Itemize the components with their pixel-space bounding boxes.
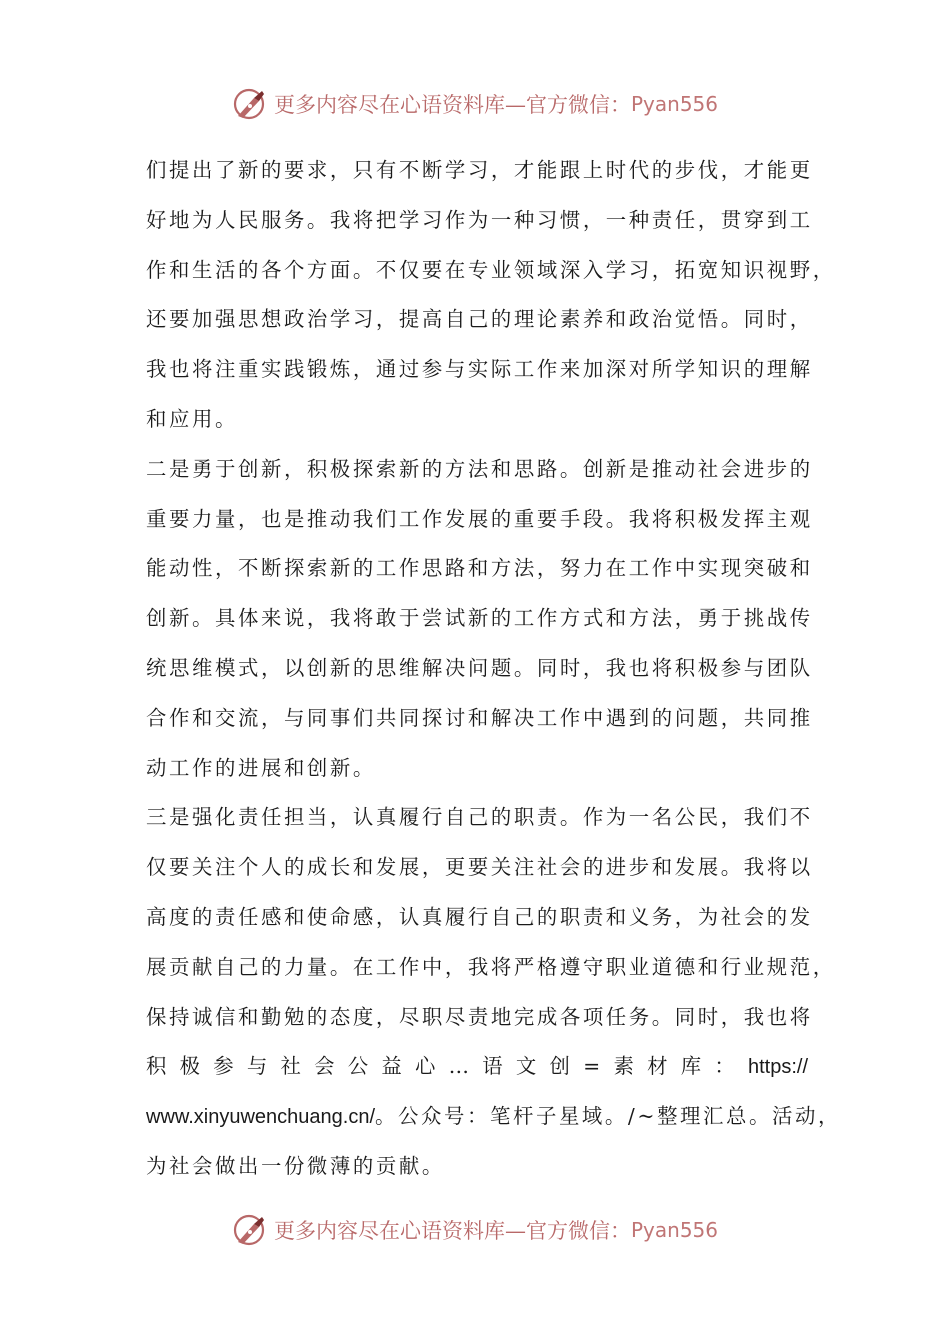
body-line: 仅要关注个人的成长和发展，更要关注社会的进步和发展。我将以 bbox=[146, 855, 813, 880]
body-line: 还要加强思想政治学习，提高自己的理论素养和政治觉悟。同时， bbox=[146, 307, 813, 332]
url-text: https:// bbox=[747, 1056, 808, 1079]
pen-nib-logo-icon bbox=[232, 1212, 268, 1248]
body-line: 合作和交流，与同事们共同探讨和解决工作中遇到的问题，共同推 bbox=[146, 705, 813, 730]
body-line-with-url bbox=[146, 1042, 808, 1092]
body-line: 好地为人民服务。我将把学习作为一种习惯，一种责任，贯穿到工 bbox=[146, 207, 813, 232]
body-line: 统思维模式，以创新的思维解决问题。同时，我也将积极参与团队 bbox=[146, 655, 813, 680]
body-line: 为社会做出一份微薄的贡献。 bbox=[146, 1153, 445, 1178]
pen-nib-logo-icon bbox=[232, 86, 268, 122]
body-line: 我也将注重实践锻炼，通过参与实际工作来加深对所学知识的理解 bbox=[146, 357, 813, 382]
banner-text: 更多内容尽在心语资料库—官方微信： bbox=[273, 93, 631, 117]
body-line: 作和生活的各个方面。不仅要在专业领域深入学习，拓宽知识视野， bbox=[146, 257, 836, 282]
body-line: 保持诚信和勤勉的态度，尽职尽责地完成各项任务。同时，我也将 bbox=[146, 1004, 813, 1029]
body-line: 二是勇于创新，积极探索新的方法和思路。创新是推动社会进步的 bbox=[146, 456, 813, 481]
body-line: 三是强化责任担当，认真履行自己的职责。作为一名公民，我们不 bbox=[146, 805, 813, 830]
body-line: 们提出了新的要求，只有不断学习，才能跟上时代的步伐，才能更 bbox=[146, 158, 813, 182]
header-banner bbox=[0, 82, 950, 126]
banner-text: 更多内容尽在心语资料库—官方微信： bbox=[273, 1219, 631, 1243]
body-text: 积极参与社会公益心…语文创=素材库： bbox=[146, 1054, 748, 1079]
body-line: 重要力量，也是推动我们工作发展的重要手段。我将积极发挥主观 bbox=[146, 506, 813, 531]
url-text: www.xinyuwenchuang.cn/ bbox=[146, 1106, 376, 1129]
body-line: 创新。具体来说，我将敢于尝试新的工作方式和方法，勇于挑战传 bbox=[146, 606, 813, 631]
footer-banner bbox=[0, 1208, 950, 1252]
body-text: 。公众号：笔杆子星域。/~整理汇总。活动， bbox=[375, 1104, 841, 1129]
body-line: 高度的责任感和使命感，认真履行自己的职责和义务，为社会的发 bbox=[146, 904, 813, 929]
document-body bbox=[146, 146, 841, 1192]
body-line: 动工作的进展和创新。 bbox=[146, 755, 376, 780]
banner-wechat-id: Pyan556 bbox=[630, 1218, 718, 1242]
body-line-with-url bbox=[146, 1092, 841, 1142]
body-line: 能动性，不断探索新的工作思路和方法，努力在工作中实现突破和 bbox=[146, 556, 813, 581]
body-line: 展贡献自己的力量。在工作中，我将严格遵守职业道德和行业规范， bbox=[146, 954, 836, 979]
body-line: 和应用。 bbox=[146, 406, 238, 431]
banner-wechat-id: Pyan556 bbox=[630, 92, 718, 116]
